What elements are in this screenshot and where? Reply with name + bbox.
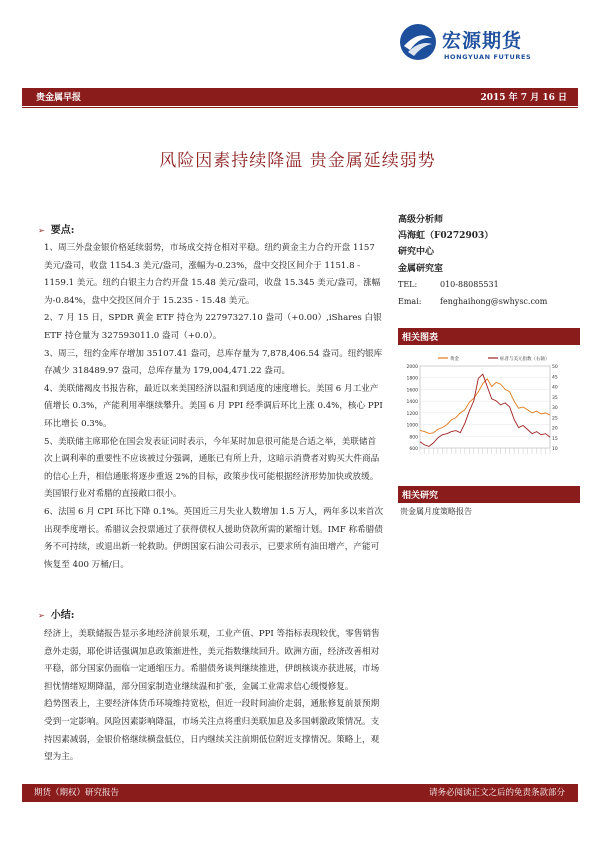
related-research-heading: 相关研究 xyxy=(402,491,439,501)
chart-y-tick-left: 800 xyxy=(409,435,418,441)
chart-y-tick-right: 15 xyxy=(552,436,558,442)
logo-text-en: HONGYUAN FUTURES xyxy=(444,53,532,61)
key-points-heading-text: 要点: xyxy=(50,225,75,236)
chart-legend-label: 黄金 xyxy=(450,357,459,362)
arrow-right-icon: ➢ xyxy=(38,226,45,235)
analyst-title: 高级分析师 xyxy=(398,215,444,225)
key-point-4: 4、美联储褐皮书报告称，最近以来美国经济以温和到适度的速度增长。美国 6 月工业产值增长 0.3%，产能利用率继续攀升。美国 6 月 PPI 经季调后环比上涨 0.4%，核心 PPI 环比增长 0.3%。 xyxy=(44,383,383,429)
summary-heading-text: 小结: xyxy=(50,610,75,621)
chart-y-tick-left: 600 xyxy=(409,447,418,452)
report-type: 贵金属早报 xyxy=(36,93,82,103)
key-point-6: 6、法国 6 月 CPI 环比下降 0.1%。英国近三月失业人数增加 1.5 万人，两年多以来首次出现季度增长。希腊议会投票通过了获得债权人援助贷款所需的紧缩计划。IMF 称希腊债务不可持续，或退出新一轮救助。伊朗国家石油公司表示，已要求所有油田增产，产能可恢复至 400 万桶/日。 xyxy=(44,506,384,570)
key-point-2: 2、7 月 15 日，SPDR 黄金 ETF 持仓为 22797327.10 盎司（+0.00）,iShares 白银 ETF 持仓量为 327593011.0 盎司（+0.0）。 xyxy=(44,313,382,341)
gold-chart xyxy=(398,344,580,472)
chart-y-tick-right: 20 xyxy=(552,426,558,432)
key-point-3: 3、周三，纽约金库存增加 35107.41 盎司，总库存量为 7,878,406.54 盎司。纽约银库存减少 318489.97 盎司，总库存量为 179,004,471.22 盎司。 xyxy=(44,348,383,377)
chart-y-tick-left: 1000 xyxy=(406,423,418,429)
report-title: 风险因素持续降温 贵金属延续弱势 xyxy=(159,151,436,171)
chart-y-axis-left xyxy=(407,364,419,452)
arrow-right-icon: ➢ xyxy=(38,611,45,620)
chart-y-tick-left: 1200 xyxy=(406,411,418,417)
summary-paragraph-1: 经济上，美联储报告显示多地经济前景乐观，工业产值、PPI 等指标表现较优，零售销售意外走弱，耶伦讲话强调加息政策渐进性，美元指数继续回升。欧洲方面，经济改善相对平稳，部分国家仍面临一定通缩压力。希腊债务谈判继续推进，伊朗核谈亦获进展，市场担忧情绪短期降温，部分国家制造业继续温和扩张，金属工业需求信心缓慢修复。 xyxy=(44,629,380,692)
analyst-dept: 研究中心 xyxy=(398,247,435,257)
chart-legend-label: 标普与美元指数（右轴） xyxy=(500,357,550,362)
logo-text-cn: 宏源期货 xyxy=(442,30,523,52)
phone-value: 010-88085531 xyxy=(440,280,499,289)
chart-series-line-2 xyxy=(420,374,550,446)
chart-y-tick-left: 1600 xyxy=(406,388,418,394)
chart-y-tick-right: 45 xyxy=(552,375,558,381)
footer-left: 期货（期权）研究报告 xyxy=(34,788,120,798)
summary-heading xyxy=(38,606,74,621)
analyst-email xyxy=(398,297,580,306)
analyst-group: 金属研究室 xyxy=(398,264,444,274)
related-research-item[interactable]: 贵金属月度策略报告 xyxy=(400,507,472,516)
phone-label: TEL: xyxy=(398,280,418,289)
chart-x-axis xyxy=(420,448,550,454)
related-chart-heading: 相关图表 xyxy=(402,333,439,343)
chart-y-tick-left: 2000 xyxy=(406,365,418,370)
chart-plot-area xyxy=(420,366,550,448)
chart-y-tick-right: 25 xyxy=(552,416,558,422)
chart-y-tick-left: 1800 xyxy=(406,376,418,382)
footer-disclaimer: 请务必阅读正文之后的免责条款部分 xyxy=(428,788,565,798)
chart-series xyxy=(420,374,550,446)
analyst-phone xyxy=(398,280,580,289)
report-date: 2015 年 7 月 16 日 xyxy=(480,93,567,103)
logo-mark-icon xyxy=(398,22,438,62)
chart-y-tick-right: 30 xyxy=(552,406,558,411)
chart-y-tick-right: 35 xyxy=(552,395,558,401)
key-points-body xyxy=(44,240,384,574)
chart-y-axis-right xyxy=(552,364,558,452)
key-point-1: 1、周三外盘金银价格延续弱势，市场成交持仓相对平稳。纽约黄金主力合约开盘 1157 美元/盎司，收盘 1154.3 美元/盎司，涨幅为-0.23%，盘中交投区间介于 1151.8 - 1159.1 美元。纽约白银主力合约开盘 15.48 美元/盎司，收盘 15.345 美元/盎司，涨幅为-0.84%，盘中交投区间介于 15.235 - 15.48 美元。 xyxy=(44,243,381,306)
header-divider xyxy=(22,107,578,108)
company-logo xyxy=(398,22,578,72)
analyst-name: 冯海虹（F0272903） xyxy=(398,231,494,241)
chart-y-tick-left: 1400 xyxy=(406,400,418,406)
chart-y-tick-right: 50 xyxy=(552,365,558,370)
email-link[interactable]: fenghaihong@swhysc.com xyxy=(440,297,548,306)
chart-y-tick-right: 40 xyxy=(552,385,558,391)
chart-grid xyxy=(420,366,550,448)
summary-paragraph-2: 趋势图表上，主要经济体货币环境维持宽松，但近一段时间油价走弱，通胀修复前景预期受到一定影响。风险因素影响降温，市场关注点将重归美联加息及多国刺激政策情况。支持因素减弱，金银价格继续横盘低位，日内继续关注前期低位附近支撑情况。策略上，观望为主。 xyxy=(44,699,380,763)
gold-chart-svg xyxy=(398,344,580,472)
key-points-heading xyxy=(38,221,74,236)
chart-legend xyxy=(438,355,550,362)
summary-body xyxy=(44,626,384,767)
chart-y-tick-right: 10 xyxy=(552,447,558,452)
chart-series-line-1 xyxy=(420,379,550,434)
key-point-5: 5、美联储主席耶伦在国会发表证词时表示，今年某时加息很可能是合适之举，美联储首次上调利率的重要性不应该被过分强调，通胀已有所上升，这暗示消费者对购买大件商品的信心上升，相信通胀将逐步重返 2%的目标，政策步伐可能根据经济形势加快或放缓。美国银行业对希腊的直接敞口很小。 xyxy=(44,436,380,500)
email-label: Emai: xyxy=(398,297,422,306)
